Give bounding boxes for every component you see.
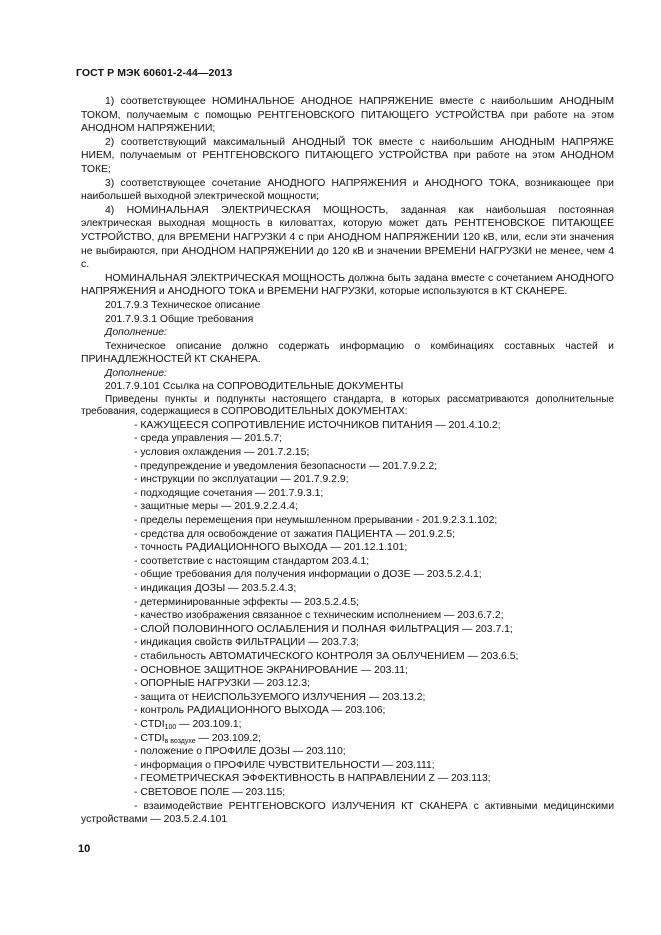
- list-item: - информация о ПРОФИЛЕ ЧУВСТВИТЕЛЬНОСТИ — 203.111;: [134, 759, 435, 771]
- list-item-ctdi100: [134, 718, 614, 732]
- ctdi-subscript: 100: [164, 723, 177, 731]
- list-item: - защита от НЕИСПОЛЬЗУЕМОГО ИЗЛУЧЕНИЯ — 203.13.2;: [134, 691, 426, 703]
- list-item: - защитные меры — 201.9.2.2.4.4;: [134, 501, 298, 513]
- section-heading: 201.7.9.3 Техническое описание: [105, 299, 261, 311]
- list-item: - средства для освобождение от зажатия ПАЦИЕНТА — 201.9.2.5;: [134, 528, 455, 540]
- list-item: - детерминированные эффекты — 203.5.2.4.5;: [134, 596, 360, 608]
- ctdi-prefix: - CTDI: [134, 732, 165, 744]
- list-item: - индикация свойств ФИЛЬТРАЦИИ — 203.7.3;: [134, 637, 359, 649]
- section-heading: 201.7.9.101 Ссылка на СОПРОВОДИТЕЛЬНЫЕ ДОКУМЕНТЫ: [105, 381, 404, 393]
- list-item: - ОСНОВНОЕ ЗАЩИТНОЕ ЭКРАНИРОВАНИЕ — 203.11;: [134, 664, 408, 676]
- page-number: 10: [78, 843, 91, 855]
- list-item: - качество изображения связанное с техническим исполнением — 203.6.7.2;: [134, 610, 504, 622]
- document-body: [81, 95, 614, 827]
- intro-paragraph: Приведены пункты и подпункты настоящего стандарта, в которых рассматриваются дополнительные требования, содержащиеся в СОПРОВОДИТЕЛЬНЫХ ДОКУМЕНТАХ:: [81, 394, 614, 418]
- ctdi-prefix: - CTDI: [134, 718, 165, 730]
- ctdi-suffix: — 203.109.1;: [176, 718, 242, 730]
- section-heading: 201.7.9.3.1 Общие требования: [105, 313, 254, 325]
- list-item: - общие требования для получения информации о ДОЗЕ — 203.5.2.4.1;: [134, 569, 482, 581]
- list-item: - инструкции по эксплуатации — 201.7.9.2.9;: [134, 474, 349, 486]
- paragraph-2: 2) соответствующий максимальный АНОДНЫЙ ТОК вместе с наибольшим АНОДНЫМ НАПРЯЖЕ НИЕМ, получаемым от РЕНТГЕНОВСКОГО ПИТАЮЩЕГО УСТРОЙСТВА при работе на этом АНОДНОМ ТОКЕ;: [81, 136, 614, 175]
- list-item: - СЛОЙ ПОЛОВИННОГО ОСЛАБЛЕНИЯ И ПОЛНАЯ ФИЛЬТРАЦИЯ — 203.7.1;: [134, 623, 513, 635]
- paragraph-5: НОМИНАЛЬНАЯ ЭЛЕКТРИЧЕСКАЯ МОЩНОСТЬ должна быть задана вместе с сочетанием АНОДНОГО НАПРЯЖЕНИЯ и АНОДНОГО ТОКА и ВРЕМЕНИ НАГРУЗКИ, которые используются в КТ СКАНЕРЕ.: [81, 272, 614, 298]
- paragraph-3: 3) соответствующее сочетание АНОДНОГО НАПРЯЖЕНИЯ и АНОДНОГО ТОКА, возникающее при наибольшей выходной электрической мощности;: [81, 177, 614, 203]
- list-item: - контроль РАДИАЦИОННОГО ВЫХОДА — 203.106;: [134, 705, 386, 717]
- addition-label: Дополнение:: [105, 327, 167, 339]
- list-item: - точность РАДИАЦИОННОГО ВЫХОДА — 201.12.1.101;: [134, 542, 408, 554]
- requirements-list: [81, 419, 614, 800]
- list-item: - среда управления — 201.5.7;: [134, 433, 282, 445]
- last-list-item: - взаимодействие РЕНТГЕНОВСКОГО ИЗЛУЧЕНИЯ КТ СКАНЕРА с активными медицинскими устройствами — 203.5.2.4.101: [81, 800, 614, 826]
- ctdi-subscript: в воздухе: [164, 737, 196, 745]
- list-item: - предупреждение и уведомления безопасности — 201.7.9.2.2;: [134, 460, 438, 472]
- list-item: - условия охлаждения — 201.7.2.15;: [134, 447, 310, 459]
- list-item: - ГЕОМЕТРИЧЕСКАЯ ЭФФЕКТИВНОСТЬ В НАПРАВЛЕНИИ Z — 203.113;: [134, 773, 491, 785]
- list-item-ctdi-air: [134, 732, 614, 746]
- list-item: - КАЖУЩЕЕСЯ СОПРОТИВЛЕНИЕ ИСТОЧНИКОВ ПИТАНИЯ — 201.4.10.2;: [134, 419, 501, 431]
- addition-label: Дополнение:: [105, 367, 167, 379]
- paragraph-1: 1) соответствующее НОМИНАЛЬНОЕ АНОДНОЕ НАПРЯЖЕНИЕ вместе с наибольшим АНОДНЫМ ТОКОМ, получаемым с помощью РЕНТГЕНОВСКОГО ПИТАЮЩЕГО УСТРОЙСТВА при работе на этом АНОДНОМ НАПРЯЖЕНИИ;: [81, 96, 614, 135]
- paragraph-4: 4) НОМИНАЛЬНАЯ ЭЛЕКТРИЧЕСКАЯ МОЩНОСТЬ, заданная как наибольшая постоянная электрическая выходная мощность в киловаттах, которую может дать РЕНТГЕНОВСКОЕ ПИТАЮЩЕЕ УСТРОЙСТВО, для ВРЕМЕНИ НАГРУЗКИ 4 с при АНОДНОМ НАПРЯЖЕНИИ 120 кВ, или, если эти значения не выбираются, при АНОДНОМ НАПРЯЖЕНИИ до 120 кВ и значении ВРЕМЕНИ НАГРУЗКИ не менее, чем 4 с.: [81, 204, 614, 271]
- list-item: - стабильность АВТОМАТИЧЕСКОГО КОНТРОЛЯ ЗА ОБЛУЧЕНИЕМ — 203.6.5;: [134, 650, 519, 662]
- list-item: - соответствие с настоящим стандартом 203.4.1;: [134, 555, 370, 567]
- list-item: - подходящие сочетания — 201.7.9.3.1;: [134, 487, 324, 499]
- list-item: - положение о ПРОФИЛЕ ДОЗЫ — 203.110;: [134, 746, 346, 758]
- document-header: ГОСТ Р МЭК 60601-2-44—2013: [76, 67, 233, 79]
- list-item: - пределы перемещения при неумышленном прерывании - 201.9.2.3.1.102;: [134, 515, 498, 527]
- tech-description-paragraph: Техническое описание должно содержать информацию о комбинациях составных частей и ПРИНАДЛЕЖНОСТЕЙ КТ СКАНЕРА.: [81, 340, 614, 366]
- list-item: - СВЕТОВОЕ ПОЛЕ — 203.115;: [134, 786, 286, 798]
- ctdi-suffix: — 203.109.2;: [195, 732, 261, 744]
- list-item: - индикация ДОЗЫ — 203.5.2.4.3;: [134, 583, 297, 594]
- list-item: - ОПОРНЫЕ НАГРУЗКИ — 203.12.3;: [134, 678, 310, 690]
